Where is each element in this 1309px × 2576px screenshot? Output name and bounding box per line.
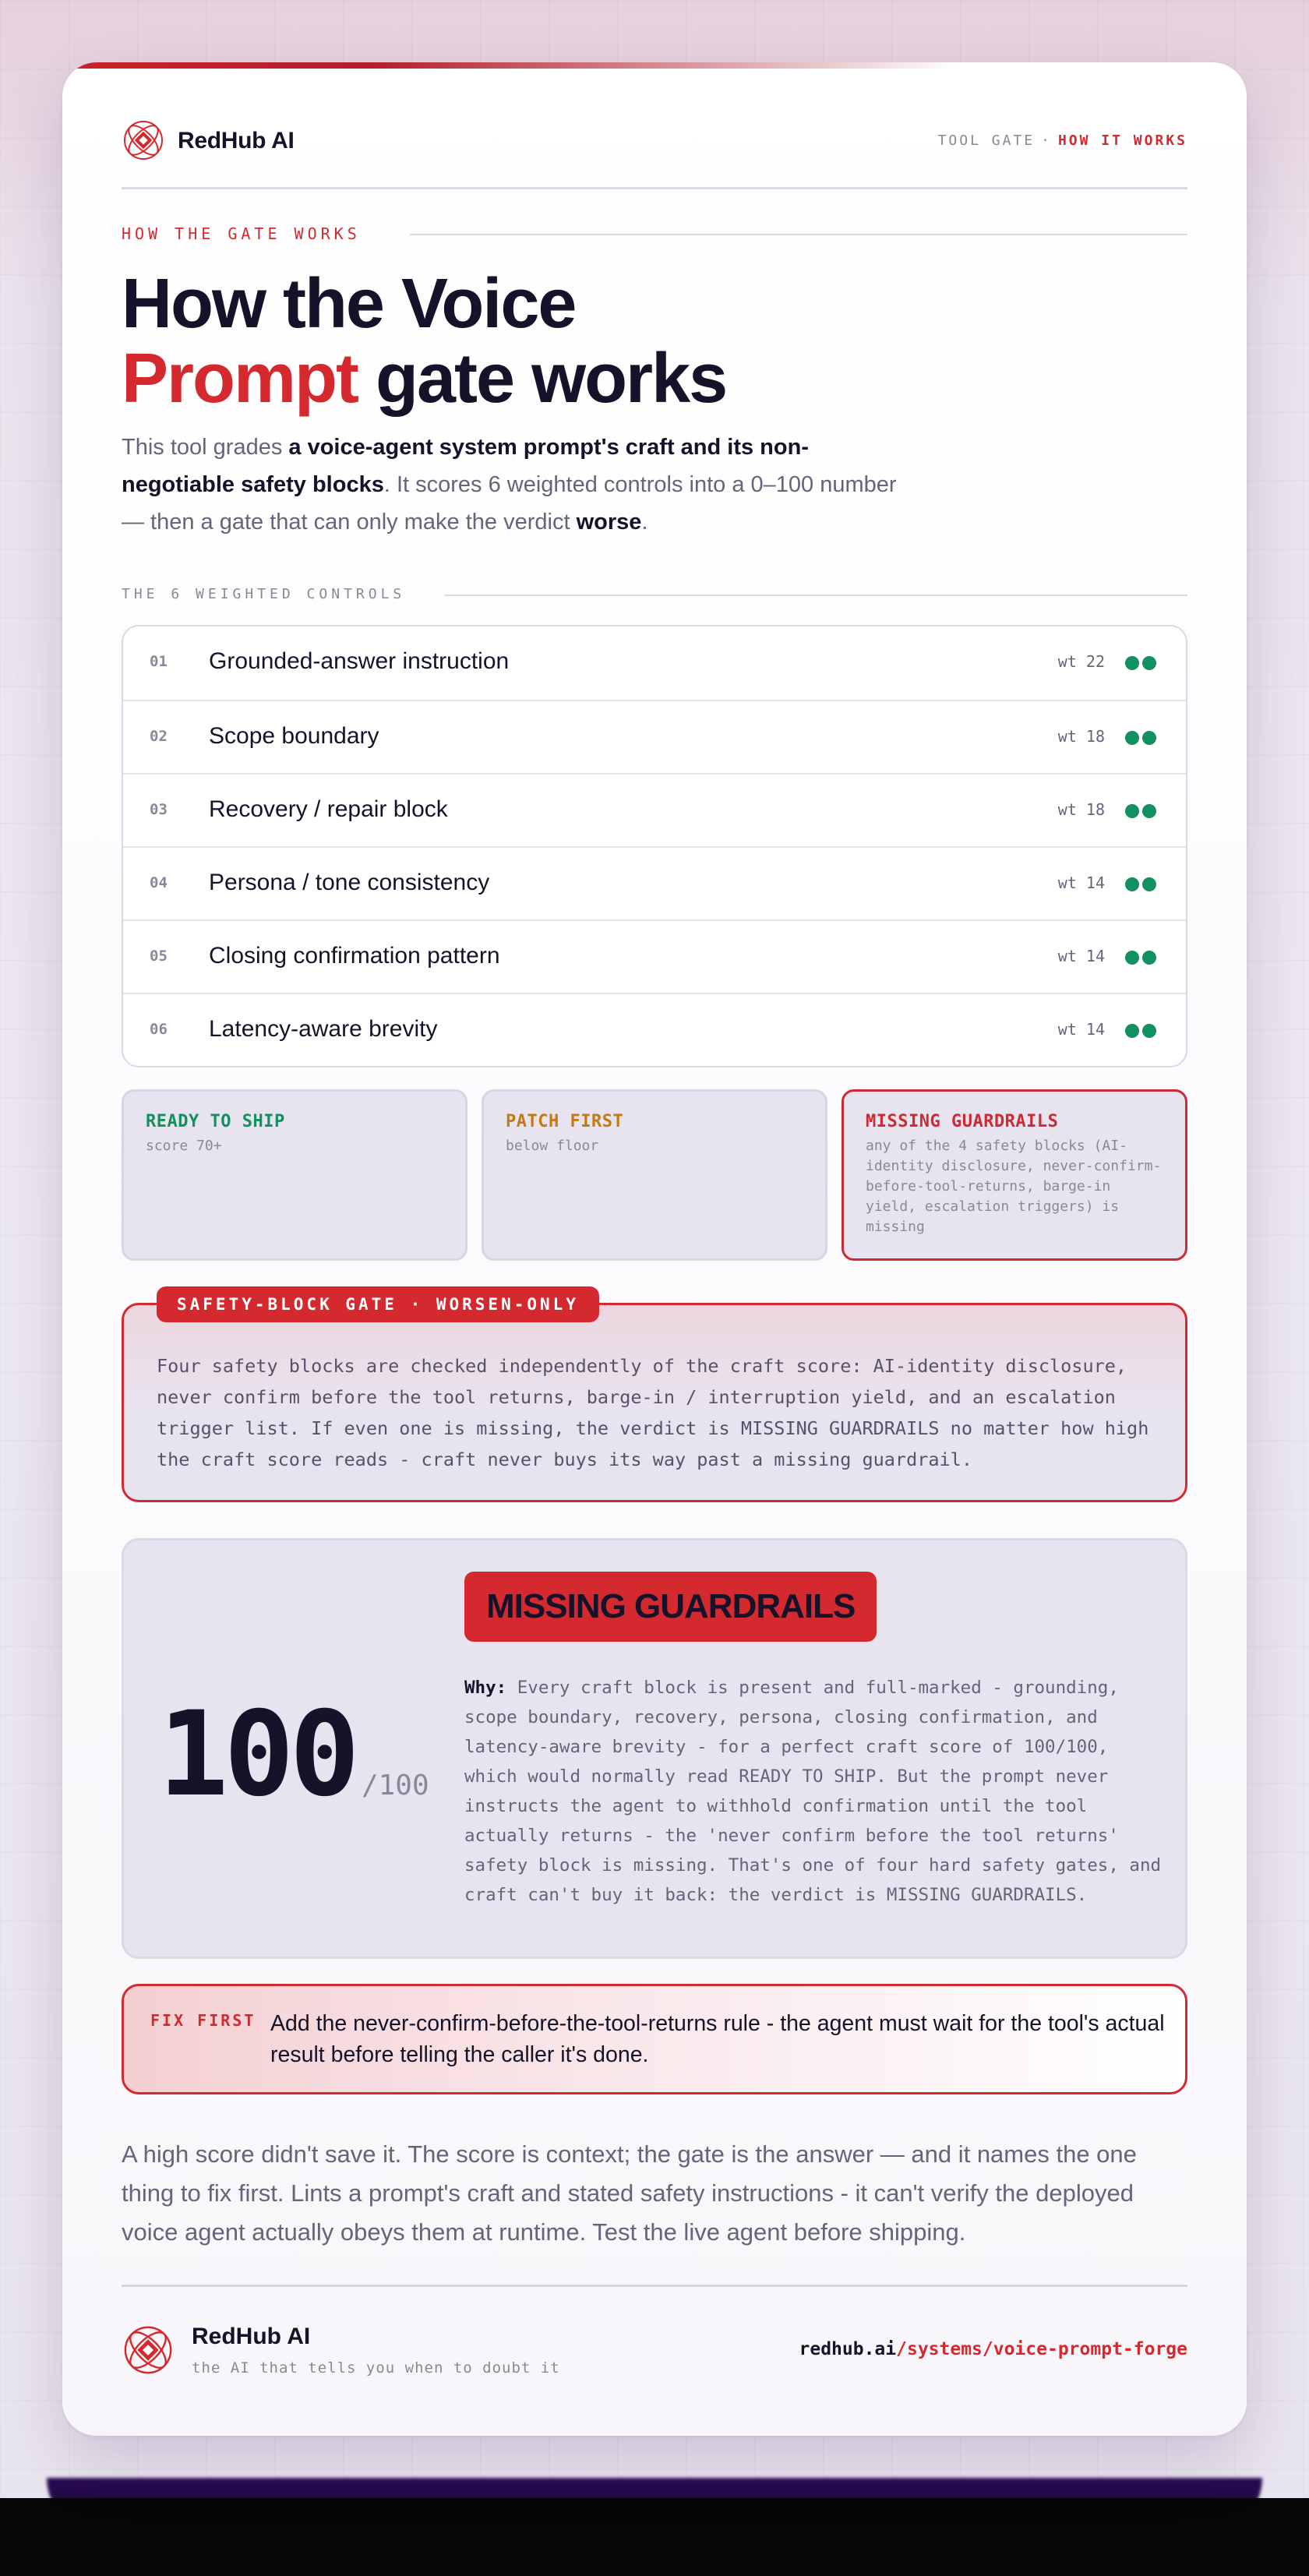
page-title — [122, 266, 726, 416]
url-path: /systems/voice-prompt-forge — [896, 2339, 1187, 2359]
score-value: 100 — [158, 1687, 355, 1823]
score-denominator: /100 — [361, 1770, 429, 1801]
control-weight: wt 22 — [1057, 652, 1105, 671]
control-row — [123, 993, 1186, 1066]
control-row — [123, 626, 1186, 700]
controls-label: THE 6 WEIGHTED CONTROLS — [122, 586, 406, 602]
controls-section-label — [122, 586, 1187, 605]
closing-paragraph: A high score didn't save it. The score is context; the gate is the answer — and it names the one thing to fix first. Lints a prompt's craft and stated safety instructions - it can't verify the deployed voice agent actually obeys them at runtime. Test the live agent before shipping. — [122, 2140, 1137, 2246]
control-name: Recovery / repair block — [209, 796, 448, 822]
brand-name[interactable]: RedHub AI — [178, 128, 295, 154]
control-name: Persona / tone consistency — [209, 870, 490, 895]
status-dots-icon — [1122, 951, 1161, 965]
status-dots-icon — [1122, 877, 1161, 891]
status-dots-icon — [1122, 1024, 1161, 1038]
redhub-logo-icon[interactable] — [122, 118, 165, 162]
control-number: 04 — [150, 874, 168, 891]
controls-list — [122, 625, 1187, 1067]
verdict-patch-first — [482, 1089, 827, 1261]
safety-gate-tag: SAFETY-BLOCK GATE · WORSEN-ONLY — [157, 1286, 599, 1322]
footer-divider — [122, 2285, 1187, 2287]
intro-bold-1: a voice-agent system prompt's craft and its non-negotiable safety blocks — [122, 435, 809, 497]
control-name: Latency-aware brevity — [209, 1016, 438, 1042]
verdict-title: MISSING GUARDRAILS — [866, 1112, 1059, 1131]
eyebrow — [122, 224, 1187, 243]
verdict-title: PATCH FIRST — [506, 1112, 624, 1131]
control-number: 05 — [150, 947, 168, 965]
verdict-legend — [122, 1089, 1187, 1261]
controls-label-rule — [444, 595, 1187, 596]
redhub-logo-icon[interactable] — [122, 2324, 175, 2377]
footer-url-link[interactable] — [799, 2339, 1188, 2359]
why-text: Every craft block is present and full-marked - grounding, scope boundary, recovery, persona, closing confirmation, and latency-aware brevity - for a perfect craft score of 100/100, which would normally read READY TO SHIP. But the prompt never instructs the agent to withhold confirmation until the tool actually returns - the 'never confirm before the tool returns' safety block is missing. That's one of four hard safety gates, and craft can't buy it back: the verdict is MISSING GUARDRAILS. — [464, 1678, 1162, 1905]
card-accent-bar — [62, 62, 958, 69]
control-name: Grounded-answer instruction — [209, 648, 510, 674]
intro-bold-2: worse — [576, 510, 642, 535]
verdict-badge: MISSING GUARDRAILS — [464, 1572, 877, 1642]
footer-brand[interactable]: RedHub AI — [192, 2324, 311, 2349]
control-weight: wt 18 — [1057, 800, 1105, 819]
eyebrow-label: HOW THE GATE WORKS — [122, 224, 361, 243]
verdict-ready-to-ship — [122, 1089, 468, 1261]
nav-separator: · — [1041, 132, 1052, 149]
score-display — [158, 1687, 429, 1823]
control-number: 06 — [150, 1021, 168, 1038]
title-line-2-rest: gate works — [358, 340, 727, 418]
url-domain: redhub.ai — [799, 2339, 897, 2359]
control-weight: wt 18 — [1057, 727, 1105, 746]
title-accent: Prompt — [122, 340, 358, 418]
control-weight: wt 14 — [1057, 947, 1105, 965]
verdict-missing-guardrails — [842, 1089, 1187, 1261]
page-bottom-band — [0, 2498, 1309, 2576]
verdict-explanation — [464, 1673, 1166, 1910]
header-divider — [122, 187, 1187, 189]
main-card — [62, 62, 1247, 2436]
nav-tool-gate[interactable]: TOOL GATE — [937, 132, 1036, 149]
why-label: Why: — [464, 1678, 507, 1698]
eyebrow-rule — [410, 234, 1187, 235]
intro-text-2: . It scores 6 weighted controls into a 0–100 number — then a gate that can only make the verdict — [122, 472, 897, 535]
control-weight: wt 14 — [1057, 1020, 1105, 1039]
intro-paragraph — [122, 429, 901, 541]
nav-how-it-works[interactable]: HOW IT WORKS — [1057, 132, 1187, 149]
control-row — [123, 700, 1186, 773]
fix-first-text: Add the never-confirm-before-the-tool-returns rule - the agent must wait for the tool's actual result before telling the caller it's done. — [270, 2011, 1165, 2067]
intro-text-1: This tool grades — [122, 435, 289, 460]
footer — [122, 2320, 1187, 2383]
verdict-title: READY TO SHIP — [146, 1112, 285, 1131]
result-panel — [122, 1538, 1187, 1959]
status-dots-icon — [1122, 804, 1161, 818]
intro-text-3: . — [641, 510, 648, 535]
control-row — [123, 773, 1186, 846]
header-nav — [938, 132, 1187, 149]
footer-tagline: the AI that tells you when to doubt it — [192, 2359, 560, 2377]
control-weight: wt 14 — [1057, 873, 1105, 892]
control-row — [123, 846, 1186, 919]
control-name: Closing confirmation pattern — [209, 943, 500, 969]
safety-gate-panel — [122, 1295, 1187, 1502]
fix-first-label: FIX FIRST — [150, 2011, 256, 2030]
fix-first-callout — [122, 1984, 1187, 2094]
control-number: 03 — [150, 801, 168, 818]
control-number: 01 — [150, 653, 168, 670]
verdict-description: any of the 4 safety blocks (AI-identity disclosure, never-confirm-before-tool-returns, barge-in yield, escalation triggers) is missing — [866, 1138, 1162, 1235]
status-dots-icon — [1122, 731, 1161, 745]
safety-gate-description: Four safety blocks are checked independently of the craft score: AI-identity disclosure, never confirm before the tool returns, barge-in / interruption yield, and an escalation trigger list. If even one is missing, the verdict is MISSING GUARDRAILS no matter how high the craft score reads - craft never buys its way past a missing guardrail. — [157, 1355, 1149, 1470]
control-name: Scope boundary — [209, 723, 379, 749]
verdict-description: below floor — [506, 1138, 599, 1154]
verdict-description: score 70+ — [146, 1138, 222, 1154]
control-row — [123, 919, 1186, 993]
header — [122, 118, 1187, 165]
title-line-1: How the Voice — [122, 265, 576, 343]
status-dots-icon — [1122, 656, 1161, 670]
control-number: 02 — [150, 728, 168, 745]
